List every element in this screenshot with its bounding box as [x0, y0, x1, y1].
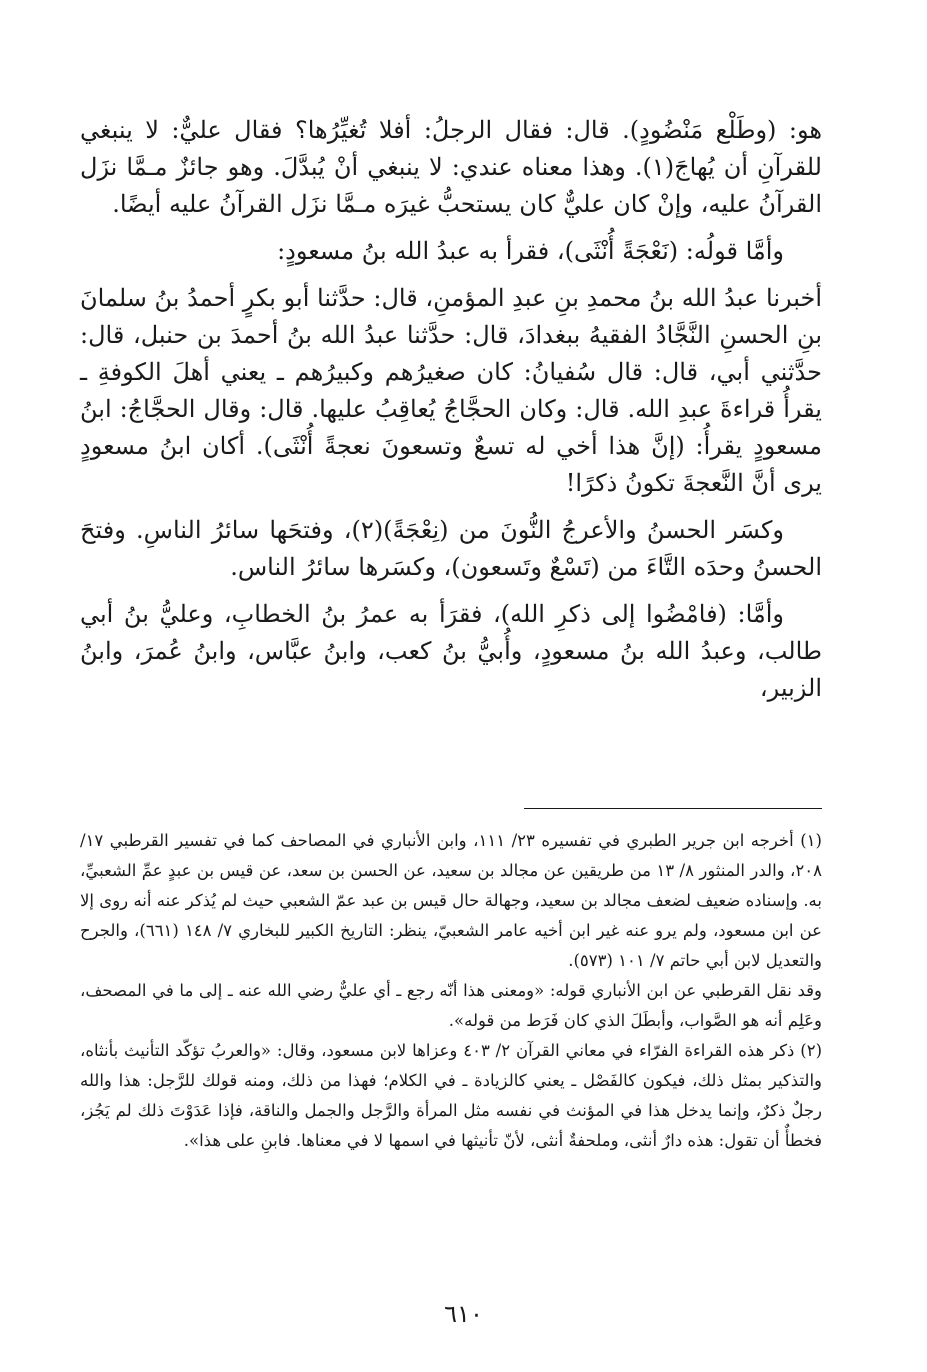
paragraph-4: وكسَر الحسنُ والأعرجُ النُّونَ من (نِعْجَةً)(٢)، وفتحَها سائرُ الناسِ. وفتحَ الحسنُ وحدَه التَّاءَ من (تَسْعٌ وتَسعون)، وكسَرها سائرُ الناس.: [80, 516, 822, 581]
footnote-1: (١) أخرجه ابن جرير الطبري في تفسيره ٢٣/ ١١١، وابن الأنباري في المصاحف كما في تفسير القرطبي ١٧/ ٢٠٨، والدر المنثور ٨/ ١٣ من طريقين عن مجالد بن سعيد، عن الحسن بن سعد، عن قيس بن عبدٍ عمِّ الشعبيِّ، به. وإسناده ضعيف لضعف مجالد بن سعيد، وجهالة حال قيس بن عبد عمّ الشعبي حيث لم يُذكر عنه أنه روى إلا عن ابن مسعود، ولم يرو عنه غير ابن أخيه عامر الشعبيّ، ينظر: التاريخ الكبير للبخاري ٧/ ١٤٨ (٦٦١)، والجرح والتعديل لابن أبي حاتم ٧/ ١٠١ (٥٧٣).: [80, 831, 822, 970]
footnotes: [80, 826, 822, 1156]
footnote-separator: [524, 808, 822, 809]
paragraph-2: وأمَّا قولُه: (نَعْجَةً أُنْثَى)، فقرأ به عبدُ الله بنُ مسعودٍ:: [277, 237, 784, 265]
page-number: ٦١٠: [444, 1300, 483, 1328]
footnote-2: (٢) ذكر هذه القراءة الفرّاء في معاني القرآن ٢/ ٤٠٣ وعزاها لابن مسعود، وقال: «والعربُ تؤكّد التأنيث بأنثاه، والتذكير بمثل ذلك، فيكون كالفَصْل ـ يعني كالزيادة ـ في الكلام؛ فهذا من ذلك، ومنه قولك للرَّجل: هذا والله رجلٌ ذكرٌ، وإنما يدخل هذا في المؤنث في نفسه مثل المرأة والرَّجل والجمل والناقة، فإذا عَدَوْتَ ذلك لم يَجُز، فخطأٌ أن تقول: هذه دارٌ أنثى، وملحفةٌ أنثى، لأنّ تأنيثها في اسمها لا في معناها. فابنِ على هذا».: [80, 1041, 822, 1150]
paragraph-5: وأمَّا: (فامْضُوا إلى ذكرِ الله)، فقرَأ به عمرُ بنُ الخطابِ، وعليُّ بنُ أبي طالب، وعبدُ الله بنُ مسعودٍ، وأُبيُّ بنُ كعب، وابنُ عبَّاس، وابنُ عُمرَ، وابنُ الزبير،: [80, 600, 822, 702]
main-text: [80, 112, 822, 717]
footnote-1-continuation: وقد نقل القرطبي عن ابن الأنباري قوله: «ومعنى هذا أنّه رجع ـ أي عليٌّ رضي الله عنه ـ إلى ما في المصحف، وعَلِم أنه هو الصَّواب، وأبطَلَ الذي كان فَرَط من قوله».: [80, 981, 822, 1030]
paragraph-1: هو: (وطَلْع مَنْضُودٍ). قال: فقال الرجلُ: أفلا تُغيِّرُها؟ فقال عليٌّ: لا ينبغي للقرآنِ أن يُهاجَ(١). وهذا معناه عندي: لا ينبغي أنْ يُبدَّلَ. وهو جائزٌ مـمَّا نزَل القرآنُ عليه، وإنْ كان عليٌّ كان يستحبُّ غيرَه مـمَّا نزَل القرآنُ عليه أيضًا.: [80, 116, 822, 218]
paragraph-3: أخبرنا عبدُ الله بنُ محمدِ بنِ عبدِ المؤمنِ، قال: حدَّثنا أبو بكرٍ أحمدُ بنُ سلمانَ بنِ الحسنِ النَّجَّادُ الفقيهُ ببغدادَ، قال: حدَّثنا عبدُ الله بنُ أحمدَ بن حنبل، قال: حدَّثني أبي، قال: قال سُفيانُ: كان صغيرُهم وكبيرُهم ـ يعني أهلَ الكوفةِ ـ يقرأُ قراءةَ عبدِ الله. قال: وكان الحجَّاجُ يُعاقِبُ عليها. قال: وقال الحجَّاجُ: ابنُ مسعودٍ يقرأُ: (إنَّ هذا أخي له تسعٌ وتسعونَ نعجةً أُنْثَى). أكان ابنُ مسعودٍ يرى أنَّ النَّعجةَ تكونُ ذكرًا!: [80, 284, 822, 497]
